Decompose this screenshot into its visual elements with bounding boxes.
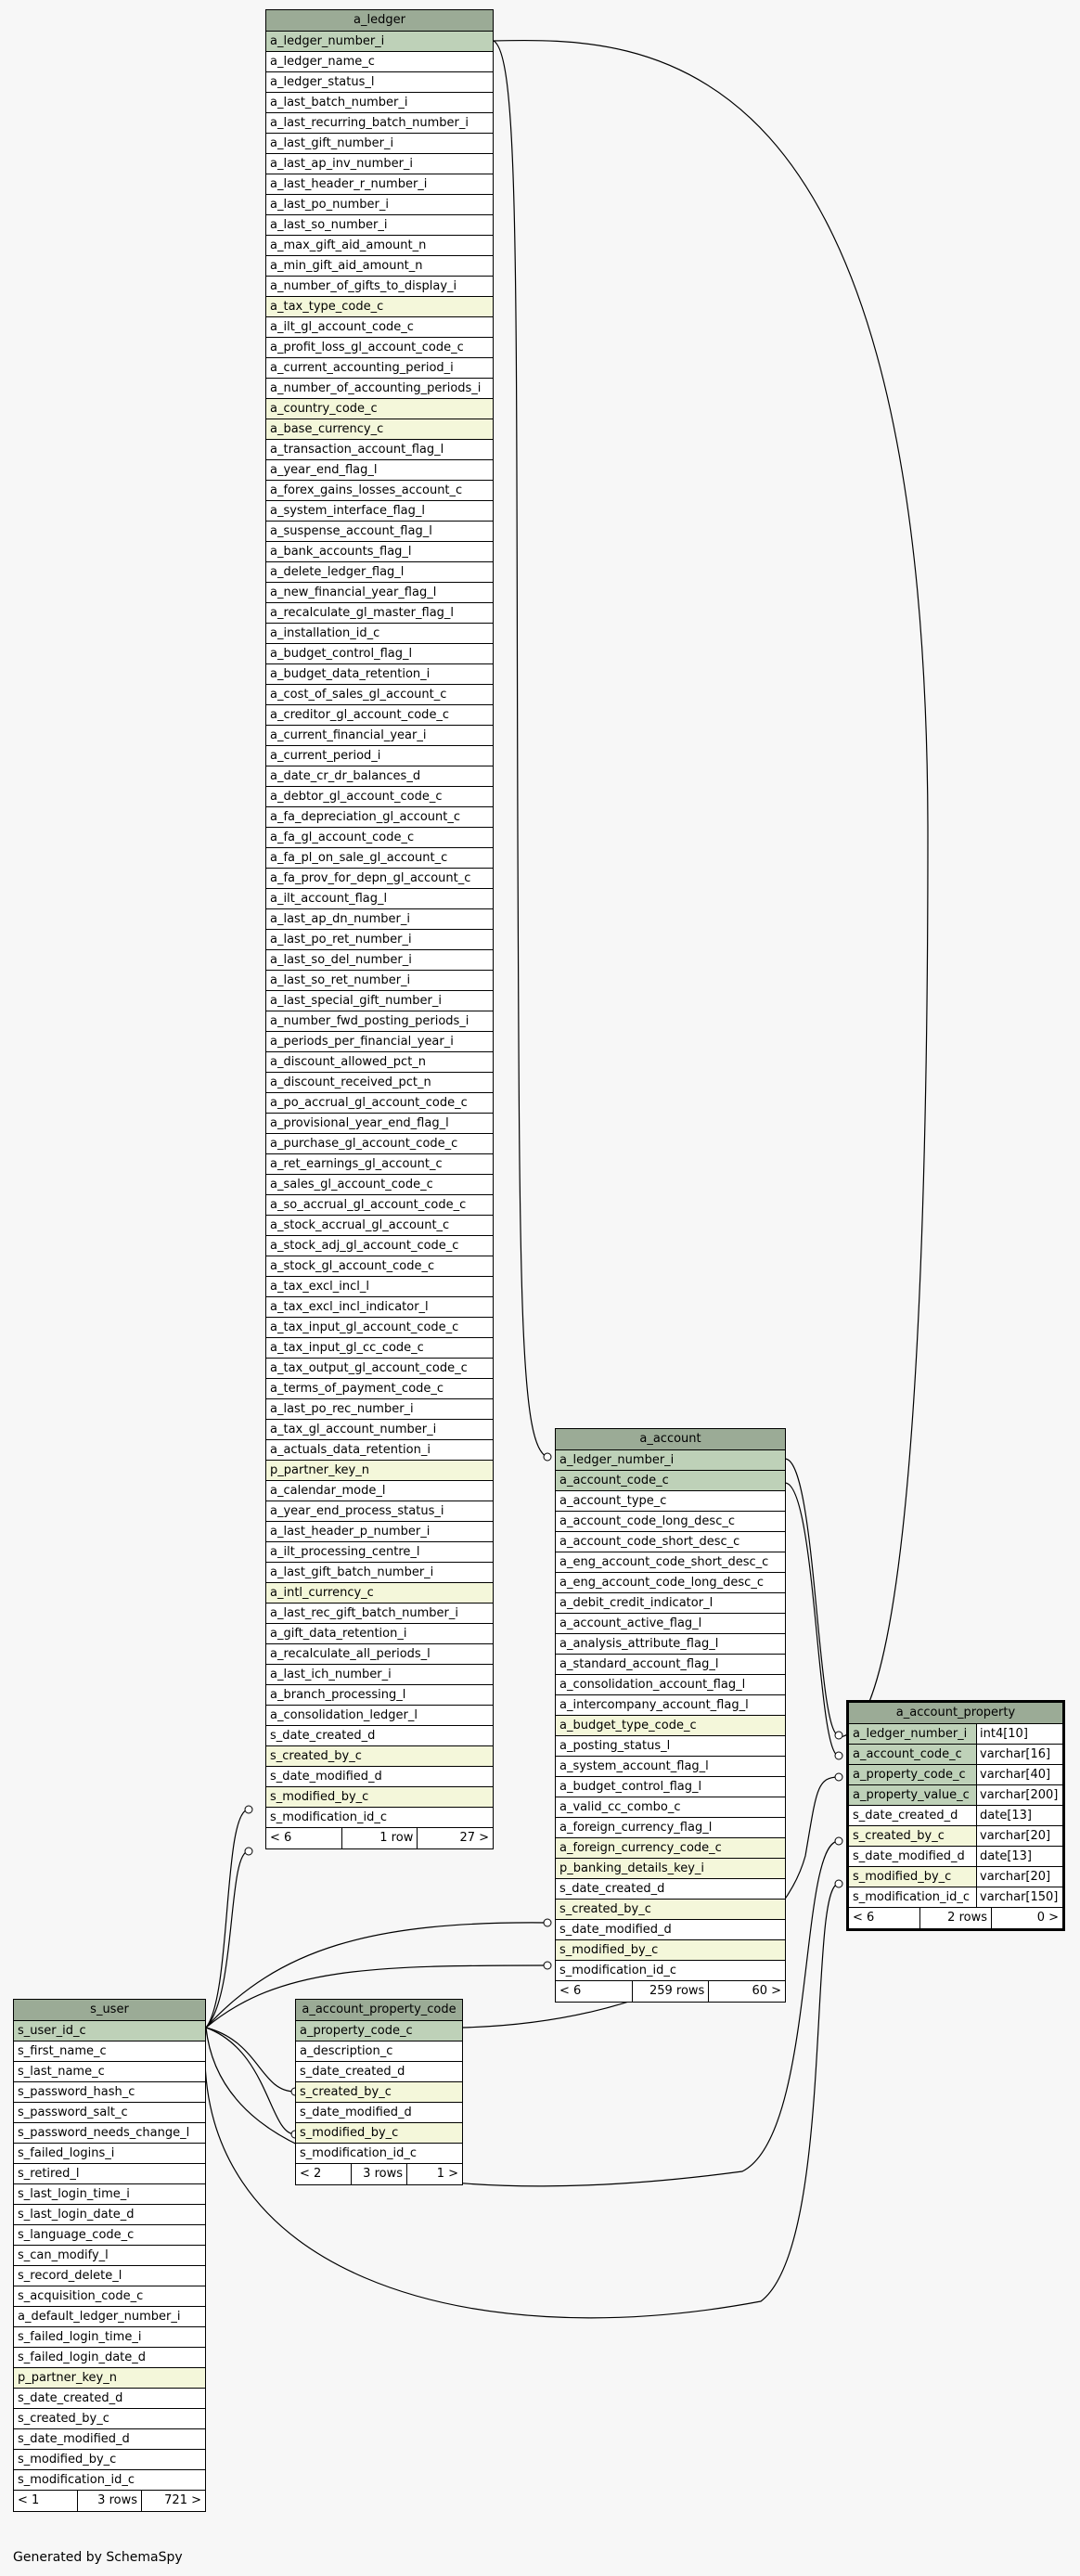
column-row[interactable]: a_tax_excl_incl_indicator_l [266, 1297, 493, 1318]
column-row[interactable]: s_first_name_c [14, 2041, 205, 2062]
column-row[interactable]: s_modification_id_c [266, 1808, 493, 1828]
column-name: s_created_by_c [849, 1826, 977, 1846]
table-a-account[interactable] [555, 1428, 786, 2003]
column-row[interactable]: a_last_special_gift_number_i [266, 991, 493, 1011]
column-list [296, 2021, 462, 2164]
column-row[interactable]: p_partner_key_n [14, 2368, 205, 2389]
column-row[interactable]: a_profit_loss_gl_account_code_c [266, 338, 493, 358]
column-row[interactable]: a_last_rec_gift_batch_number_i [266, 1604, 493, 1624]
column-row[interactable]: a_discount_allowed_pct_n [266, 1052, 493, 1073]
relation-account-ledger-property [785, 1459, 839, 1735]
column-row[interactable]: s_modification_id_c [556, 1961, 785, 1981]
column-row[interactable]: a_current_accounting_period_i [266, 358, 493, 379]
column-name: s_modification_id_c [849, 1887, 977, 1907]
column-row[interactable]: a_fa_pl_on_sale_gl_account_c [266, 848, 493, 869]
column-list [266, 32, 493, 1828]
column-row[interactable]: a_tax_output_gl_account_code_c [266, 1359, 493, 1379]
column-row[interactable]: a_last_po_number_i [266, 195, 493, 215]
relation-account-code-property [785, 1483, 839, 1756]
parents-count[interactable]: < 2 [296, 2164, 352, 2184]
column-row[interactable] [849, 1785, 1062, 1806]
column-row[interactable] [849, 1765, 1062, 1785]
column-row[interactable]: a_bank_accounts_flag_l [266, 542, 493, 562]
column-type: varchar[150] [977, 1887, 1062, 1907]
column-row[interactable]: a_year_end_process_status_i [266, 1501, 493, 1522]
column-name: a_property_value_c [849, 1785, 977, 1805]
column-row[interactable]: s_failed_login_date_d [14, 2348, 205, 2368]
column-row[interactable]: s_created_by_c [296, 2082, 462, 2103]
column-row[interactable]: s_created_by_c [14, 2409, 205, 2429]
column-row[interactable]: a_gift_data_retention_i [266, 1624, 493, 1644]
parents-count[interactable]: < 6 [266, 1828, 342, 1848]
column-row[interactable]: a_new_financial_year_flag_l [266, 583, 493, 603]
column-row[interactable]: s_user_id_c [14, 2021, 205, 2041]
column-list [849, 1724, 1062, 1908]
column-row[interactable]: a_sales_gl_account_code_c [266, 1175, 493, 1195]
column-row[interactable]: a_system_account_flag_l [556, 1757, 785, 1777]
column-row[interactable]: s_modified_by_c [14, 2450, 205, 2470]
row-count: 3 rows [352, 2164, 407, 2184]
column-row[interactable]: s_date_created_d [556, 1879, 785, 1900]
column-row[interactable]: a_cost_of_sales_gl_account_c [266, 685, 493, 705]
column-row[interactable]: s_date_modified_d [14, 2429, 205, 2450]
column-row[interactable]: s_date_created_d [296, 2062, 462, 2082]
column-row[interactable]: s_retired_l [14, 2164, 205, 2184]
column-row[interactable]: s_can_modify_l [14, 2246, 205, 2266]
column-row[interactable]: a_eng_account_code_short_desc_c [556, 1552, 785, 1573]
column-row[interactable]: a_last_recurring_batch_number_i [266, 113, 493, 134]
column-row[interactable]: a_tax_input_gl_account_code_c [266, 1318, 493, 1338]
column-row[interactable] [849, 1887, 1062, 1908]
column-row[interactable]: a_periods_per_financial_year_i [266, 1032, 493, 1052]
column-row[interactable]: s_created_by_c [556, 1900, 785, 1920]
relation-user-ledger-created [206, 1810, 249, 2028]
column-row[interactable]: s_date_created_d [14, 2389, 205, 2409]
column-row[interactable]: a_number_fwd_posting_periods_i [266, 1011, 493, 1032]
column-type: date[13] [977, 1847, 1062, 1866]
column-row[interactable]: a_installation_id_c [266, 624, 493, 644]
column-row[interactable]: a_creditor_gl_account_code_c [266, 705, 493, 726]
column-row[interactable]: s_modified_by_c [296, 2123, 462, 2144]
table-footer [14, 2491, 205, 2511]
column-row[interactable]: s_record_delete_l [14, 2266, 205, 2286]
column-row[interactable]: a_stock_gl_account_code_c [266, 1256, 493, 1277]
column-row[interactable]: a_debit_credit_indicator_l [556, 1593, 785, 1614]
column-row[interactable]: a_tax_type_code_c [266, 297, 493, 317]
children-count[interactable]: 60 > [752, 1984, 782, 1998]
column-row[interactable]: s_language_code_c [14, 2225, 205, 2246]
column-row[interactable]: a_last_gift_batch_number_i [266, 1563, 493, 1583]
column-type: varchar[16] [977, 1745, 1062, 1764]
parents-count[interactable]: < 1 [14, 2491, 78, 2511]
column-row[interactable]: a_last_ap_inv_number_i [266, 154, 493, 174]
column-row[interactable] [849, 1847, 1062, 1867]
column-row[interactable]: s_acquisition_code_c [14, 2286, 205, 2307]
column-row[interactable]: s_last_login_date_d [14, 2205, 205, 2225]
column-row[interactable]: s_password_salt_c [14, 2103, 205, 2123]
column-row[interactable]: s_password_hash_c [14, 2082, 205, 2103]
column-row[interactable]: a_tax_gl_account_number_i [266, 1420, 493, 1440]
table-title[interactable]: a_account_property [849, 1703, 1062, 1724]
column-name: s_modified_by_c [849, 1867, 977, 1887]
column-list [556, 1450, 785, 1981]
column-row[interactable]: a_provisional_year_end_flag_l [266, 1114, 493, 1134]
column-name: a_account_code_c [849, 1745, 977, 1764]
column-row[interactable]: s_date_modified_d [296, 2103, 462, 2123]
column-row[interactable]: a_calendar_mode_l [266, 1481, 493, 1501]
children-count[interactable]: 27 > [459, 1831, 490, 1845]
column-row[interactable]: a_last_ich_number_i [266, 1665, 493, 1685]
column-row[interactable]: a_last_ap_dn_number_i [266, 909, 493, 930]
table-footer [266, 1828, 493, 1848]
column-name: a_property_code_c [849, 1765, 977, 1784]
column-row[interactable]: a_description_c [296, 2041, 462, 2062]
column-row[interactable]: a_posting_status_l [556, 1736, 785, 1757]
column-row[interactable]: a_delete_ledger_flag_l [266, 562, 493, 583]
column-row[interactable]: a_account_code_short_desc_c [556, 1532, 785, 1552]
column-row[interactable]: a_valid_cc_combo_c [556, 1797, 785, 1818]
row-count: 259 rows [633, 1981, 710, 2002]
column-row[interactable]: a_account_active_flag_l [556, 1614, 785, 1634]
column-row[interactable]: a_transaction_account_flag_l [266, 440, 493, 460]
children-count[interactable]: 0 > [1036, 1911, 1059, 1925]
column-row[interactable]: a_number_of_accounting_periods_i [266, 379, 493, 399]
column-row[interactable]: p_partner_key_n [266, 1461, 493, 1481]
column-row[interactable]: a_recalculate_gl_master_flag_l [266, 603, 493, 624]
column-row[interactable]: a_budget_control_flag_l [266, 644, 493, 664]
column-row[interactable]: a_so_accrual_gl_account_code_c [266, 1195, 493, 1216]
column-row[interactable]: a_debtor_gl_account_code_c [266, 787, 493, 807]
column-row[interactable]: a_terms_of_payment_code_c [266, 1379, 493, 1399]
table-a-account-property[interactable] [846, 1700, 1065, 1931]
column-row[interactable]: s_created_by_c [266, 1746, 493, 1767]
column-row[interactable]: a_suspense_account_flag_l [266, 522, 493, 542]
column-name: s_date_created_d [849, 1806, 977, 1825]
column-row[interactable]: a_analysis_attribute_flag_l [556, 1634, 785, 1655]
column-row[interactable]: a_last_so_ret_number_i [266, 971, 493, 991]
relation-user-apc-created [206, 2028, 295, 2092]
table-footer [556, 1981, 785, 2002]
parents-count[interactable]: < 6 [849, 1908, 920, 1928]
column-row[interactable]: a_discount_received_pct_n [266, 1073, 493, 1093]
column-row[interactable]: a_po_accrual_gl_account_code_c [266, 1093, 493, 1114]
row-count: 3 rows [78, 2491, 142, 2511]
row-count: 2 rows [920, 1908, 992, 1928]
column-row[interactable]: a_recalculate_all_periods_l [266, 1644, 493, 1665]
column-row[interactable]: a_account_code_c [556, 1471, 785, 1491]
column-row[interactable]: a_country_code_c [266, 399, 493, 419]
column-row[interactable]: a_budget_data_retention_i [266, 664, 493, 685]
column-row[interactable]: s_failed_login_time_i [14, 2327, 205, 2348]
table-title[interactable]: a_ledger [266, 10, 493, 32]
column-row[interactable]: a_last_header_p_number_i [266, 1522, 493, 1542]
column-row[interactable]: a_account_type_c [556, 1491, 785, 1512]
children-count[interactable]: 1 > [436, 2167, 458, 2181]
relation-user-apc-modified [206, 2028, 295, 2134]
column-row[interactable] [849, 1826, 1062, 1847]
table-a-ledger[interactable] [265, 9, 494, 1849]
column-row[interactable]: a_ilt_account_flag_l [266, 889, 493, 909]
column-row[interactable]: a_last_batch_number_i [266, 93, 493, 113]
children-count[interactable]: 721 > [164, 2493, 201, 2507]
relation-user-ledger-modified [206, 1851, 249, 2028]
table-title[interactable]: a_account_property_code [296, 2000, 462, 2021]
column-row[interactable]: a_last_gift_number_i [266, 134, 493, 154]
column-row[interactable]: a_year_end_flag_l [266, 460, 493, 481]
column-row[interactable]: a_ret_earnings_gl_account_c [266, 1154, 493, 1175]
column-row[interactable]: a_ledger_name_c [266, 52, 493, 72]
column-row[interactable]: a_purchase_gl_account_code_c [266, 1134, 493, 1154]
column-row[interactable]: a_last_so_del_number_i [266, 950, 493, 971]
column-type: varchar[20] [977, 1826, 1062, 1846]
column-row[interactable]: a_last_so_number_i [266, 215, 493, 236]
column-row[interactable]: a_fa_depreciation_gl_account_c [266, 807, 493, 828]
column-row[interactable]: s_date_modified_d [556, 1920, 785, 1940]
column-type: varchar[200] [977, 1785, 1062, 1805]
column-row[interactable]: a_foreign_currency_code_c [556, 1838, 785, 1859]
column-row[interactable]: a_tax_input_gl_cc_code_c [266, 1338, 493, 1359]
column-row[interactable]: a_max_gift_aid_amount_n [266, 236, 493, 256]
column-row[interactable]: a_ilt_processing_centre_l [266, 1542, 493, 1563]
column-row[interactable]: a_eng_account_code_long_desc_c [556, 1573, 785, 1593]
column-row[interactable]: a_number_of_gifts_to_display_i [266, 277, 493, 297]
column-row[interactable]: a_fa_prov_for_depn_gl_account_c [266, 869, 493, 889]
column-row[interactable]: a_ilt_gl_account_code_c [266, 317, 493, 338]
column-row[interactable]: s_modified_by_c [556, 1940, 785, 1961]
column-row[interactable]: a_system_interface_flag_l [266, 501, 493, 522]
column-row[interactable]: a_date_cr_dr_balances_d [266, 766, 493, 787]
column-row[interactable]: a_forex_gains_losses_account_c [266, 481, 493, 501]
column-row[interactable]: a_last_po_rec_number_i [266, 1399, 493, 1420]
column-row[interactable] [849, 1867, 1062, 1887]
column-row[interactable]: a_consolidation_ledger_l [266, 1706, 493, 1726]
table-a-account-property-code[interactable] [295, 1999, 463, 2185]
column-row[interactable] [849, 1806, 1062, 1826]
column-row[interactable]: a_intl_currency_c [266, 1583, 493, 1604]
table-s-user[interactable] [13, 1999, 206, 2512]
column-row[interactable]: s_modification_id_c [14, 2470, 205, 2491]
column-row[interactable] [849, 1724, 1062, 1745]
column-row[interactable]: a_budget_type_code_c [556, 1716, 785, 1736]
column-row[interactable]: a_intercompany_account_flag_l [556, 1695, 785, 1716]
column-row[interactable]: a_current_financial_year_i [266, 726, 493, 746]
column-row[interactable]: a_foreign_currency_flag_l [556, 1818, 785, 1838]
column-row[interactable]: a_tax_excl_incl_l [266, 1277, 493, 1297]
column-row[interactable]: a_actuals_data_retention_i [266, 1440, 493, 1461]
parents-count[interactable]: < 6 [556, 1981, 633, 2002]
column-row[interactable]: s_date_modified_d [266, 1767, 493, 1787]
table-footer [849, 1908, 1062, 1928]
column-type: int4[10] [977, 1724, 1062, 1744]
relation-ledger-account [494, 41, 547, 1457]
column-row[interactable]: p_banking_details_key_i [556, 1859, 785, 1879]
column-row[interactable]: a_stock_accrual_gl_account_c [266, 1216, 493, 1236]
column-row[interactable]: s_failed_logins_i [14, 2144, 205, 2164]
column-row[interactable]: a_last_header_r_number_i [266, 174, 493, 195]
column-row[interactable]: a_ledger_number_i [266, 32, 493, 52]
column-row[interactable]: a_default_ledger_number_i [14, 2307, 205, 2327]
column-row[interactable]: s_modification_id_c [296, 2144, 462, 2164]
column-row[interactable]: s_modified_by_c [266, 1787, 493, 1808]
column-row[interactable]: a_property_code_c [296, 2021, 462, 2041]
column-row[interactable]: a_budget_control_flag_l [556, 1777, 785, 1797]
generated-by-text: Generated by SchemaSpy [13, 2550, 183, 2565]
column-type: varchar[20] [977, 1867, 1062, 1887]
column-row[interactable]: a_ledger_status_l [266, 72, 493, 93]
column-row[interactable]: a_consolidation_account_flag_l [556, 1675, 785, 1695]
column-row[interactable]: a_fa_gl_account_code_c [266, 828, 493, 848]
column-row[interactable]: s_date_created_d [266, 1726, 493, 1746]
column-type: date[13] [977, 1806, 1062, 1825]
column-row[interactable]: a_account_code_long_desc_c [556, 1512, 785, 1532]
column-row[interactable]: a_stock_adj_gl_account_code_c [266, 1236, 493, 1256]
column-row[interactable]: a_base_currency_c [266, 419, 493, 440]
column-row[interactable]: s_password_needs_change_l [14, 2123, 205, 2144]
column-row[interactable]: s_last_name_c [14, 2062, 205, 2082]
table-title[interactable]: s_user [14, 2000, 205, 2021]
column-row[interactable]: a_standard_account_flag_l [556, 1655, 785, 1675]
column-list [14, 2021, 205, 2491]
table-footer [296, 2164, 462, 2184]
column-row[interactable]: a_current_period_i [266, 746, 493, 766]
column-row[interactable] [849, 1745, 1062, 1765]
column-row[interactable]: a_branch_processing_l [266, 1685, 493, 1706]
column-type: varchar[40] [977, 1765, 1062, 1784]
column-row[interactable]: a_last_po_ret_number_i [266, 930, 493, 950]
table-title[interactable]: a_account [556, 1429, 785, 1450]
column-row[interactable]: a_ledger_number_i [556, 1450, 785, 1471]
column-name: a_ledger_number_i [849, 1724, 977, 1744]
column-name: s_date_modified_d [849, 1847, 977, 1866]
column-row[interactable]: s_last_login_time_i [14, 2184, 205, 2205]
row-count: 1 row [342, 1828, 418, 1848]
column-row[interactable]: a_min_gift_aid_amount_n [266, 256, 493, 277]
